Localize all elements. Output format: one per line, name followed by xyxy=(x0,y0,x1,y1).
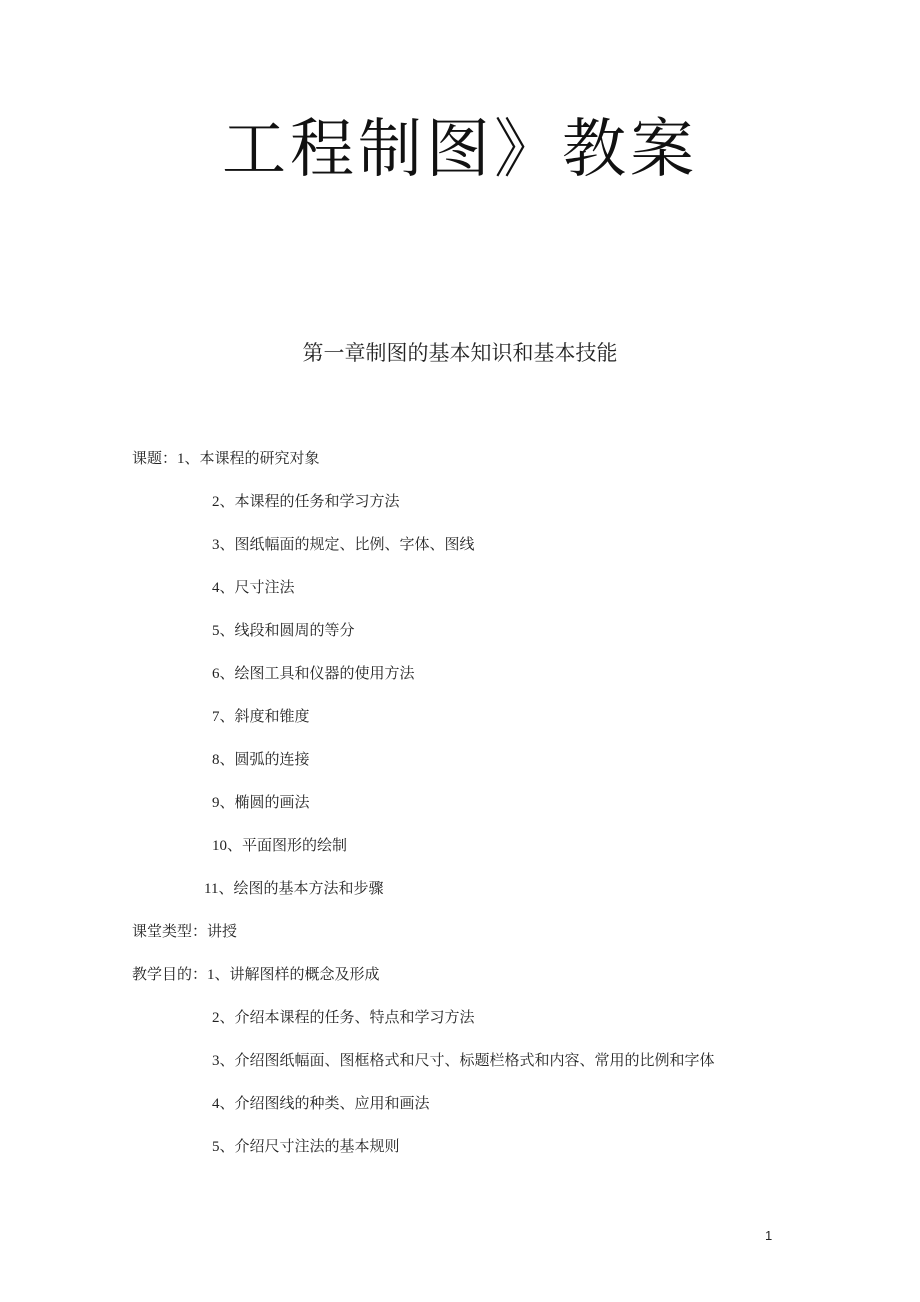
topic-line-4 xyxy=(212,577,295,598)
topic-item-text: 、本课程的任务和学习方法 xyxy=(219,492,400,510)
topic-item-number: 10 xyxy=(212,838,227,854)
topic-line-5 xyxy=(212,620,355,641)
topic-item-number: 9 xyxy=(212,795,220,811)
objective-item-text: 、讲解图样的概念及形成 xyxy=(214,965,380,983)
objective-item-text: 、介绍本课程的任务、特点和学习方法 xyxy=(219,1008,475,1026)
class-type-value: 讲授 xyxy=(207,922,238,940)
class-type-label: 课堂类型： xyxy=(132,922,208,940)
topic-item-text: 、图纸幅面的规定、比例、字体、图线 xyxy=(219,535,475,553)
topic-item-number: 1 xyxy=(177,451,185,467)
topic-item-number: 6 xyxy=(212,666,220,682)
objective-line-4 xyxy=(212,1093,430,1114)
topic-item-text: 、本课程的研究对象 xyxy=(184,449,320,467)
topic-item-number: 2 xyxy=(212,494,220,510)
objective-item-number: 4 xyxy=(212,1096,220,1112)
page-number: 1 xyxy=(765,1228,773,1243)
topic-item-text: 、线段和圆周的等分 xyxy=(219,621,355,639)
topic-item-number: 11 xyxy=(204,881,219,897)
topic-item-text: 、绘图的基本方法和步骤 xyxy=(218,879,384,897)
objective-item-text: 、介绍图纸幅面、图框格式和尺寸、标题栏格式和内容、常用的比例和字体 xyxy=(219,1051,715,1069)
topic-item-text: 、斜度和锥度 xyxy=(219,707,310,725)
objective-item-number: 5 xyxy=(212,1139,220,1155)
topic-line-8 xyxy=(212,749,310,770)
topic-item-number: 5 xyxy=(212,623,220,639)
objective-line-5 xyxy=(212,1136,400,1157)
topic-line-3 xyxy=(212,534,475,555)
page-title: 工程制图》教案 xyxy=(222,113,698,187)
topic-line-7 xyxy=(212,706,310,727)
objective-item-text: 、介绍尺寸注法的基本规则 xyxy=(219,1137,400,1155)
objective-line-1 xyxy=(132,964,380,985)
topic-label: 课题： xyxy=(132,449,178,467)
objective-item-number: 1 xyxy=(207,967,215,983)
topic-item-text: 、尺寸注法 xyxy=(219,578,295,596)
objective-item-number: 3 xyxy=(212,1053,220,1069)
objective-line-3 xyxy=(212,1050,715,1071)
topic-item-number: 4 xyxy=(212,580,220,596)
topic-item-text: 、绘图工具和仪器的使用方法 xyxy=(219,664,415,682)
topic-line-2 xyxy=(212,491,400,512)
topic-line-11 xyxy=(204,878,383,899)
topic-item-number: 8 xyxy=(212,752,220,768)
topic-item-text: 、椭圆的画法 xyxy=(219,793,310,811)
objectives-label: 教学目的： xyxy=(132,965,208,983)
topic-line-6 xyxy=(212,663,415,684)
topic-item-number: 3 xyxy=(212,537,220,553)
topic-line-9 xyxy=(212,792,310,813)
topic-item-text: 、平面图形的绘制 xyxy=(227,836,348,854)
topic-item-number: 7 xyxy=(212,709,220,725)
objective-item-text: 、介绍图线的种类、应用和画法 xyxy=(219,1094,430,1112)
objective-item-number: 2 xyxy=(212,1010,220,1026)
topic-line-1 xyxy=(132,448,320,469)
objective-line-2 xyxy=(212,1007,475,1028)
chapter-title: 第一章制图的基本知识和基本技能 xyxy=(302,341,618,365)
topic-line-10 xyxy=(212,835,347,856)
topic-item-text: 、圆弧的连接 xyxy=(219,750,310,768)
class-type-line xyxy=(132,921,237,941)
